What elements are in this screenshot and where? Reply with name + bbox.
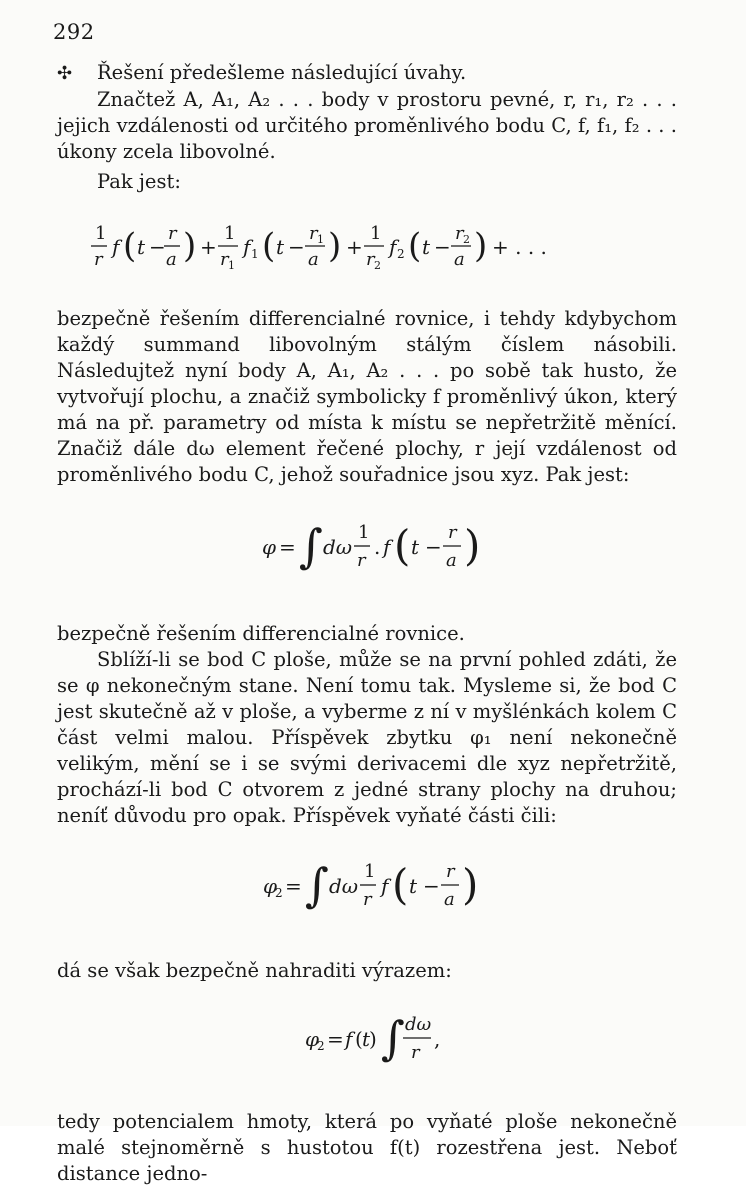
svg-text:+ . . .: + . . .: [492, 235, 547, 259]
svg-text:(: (: [123, 226, 137, 266]
svg-text:1: 1: [370, 223, 382, 244]
svg-text:−: −: [149, 235, 166, 259]
svg-text:): ): [369, 1027, 377, 1051]
svg-text:t: t: [409, 874, 418, 898]
page-number: 292: [53, 20, 95, 44]
svg-text:t: t: [276, 235, 285, 259]
svg-text:r: r: [448, 522, 457, 543]
svg-text:1: 1: [251, 247, 259, 261]
svg-text:f: f: [345, 1027, 353, 1051]
equation-phi2-integral: [57, 847, 677, 932]
svg-text:r: r: [363, 889, 372, 910]
svg-text:2: 2: [397, 247, 405, 261]
svg-text:=: =: [285, 874, 302, 898]
svg-text:): ): [462, 860, 479, 909]
svg-text:r: r: [168, 223, 177, 244]
svg-text:a: a: [308, 249, 319, 270]
svg-text:f: f: [389, 235, 397, 259]
after-eq2-paragraph: bezpečně řešením differencialné rovnice.: [57, 622, 465, 645]
final-paragraph: tedy potencialem hmoty, která po vyňaté ploše nekonečně malé stejnoměrně s hustotou f(t) rozestřena jest. Neboť distance jedno-: [57, 1110, 677, 1185]
svg-text:r: r: [366, 249, 375, 270]
svg-text:1: 1: [364, 861, 376, 882]
svg-text:φ: φ: [305, 1027, 320, 1051]
svg-text:−: −: [434, 235, 451, 259]
svg-text:2: 2: [317, 1039, 325, 1053]
svg-text:f: f: [383, 535, 391, 559]
equation-sum: [57, 219, 677, 284]
svg-text:r: r: [220, 249, 229, 270]
svg-text:(: (: [392, 860, 409, 909]
svg-text:r: r: [455, 223, 464, 244]
svg-text:φ: φ: [263, 874, 278, 898]
svg-text:): ): [464, 521, 481, 570]
svg-text:1: 1: [95, 223, 107, 244]
svg-text:(: (: [394, 521, 411, 570]
svg-text:t: t: [422, 235, 431, 259]
svg-text:2: 2: [275, 886, 283, 900]
svg-text:f: f: [243, 235, 251, 259]
svg-text:dω: dω: [405, 1014, 432, 1035]
svg-text:=: =: [327, 1027, 344, 1051]
replace-paragraph: dá se však bezpečně nahraditi výrazem:: [57, 959, 452, 982]
svg-text:dω: dω: [323, 535, 353, 559]
svg-text:dω: dω: [329, 874, 359, 898]
equation-phi2-approx-svg: [67, 1000, 667, 1078]
svg-text:−: −: [425, 535, 442, 559]
svg-text:,: ,: [434, 1027, 441, 1051]
svg-text:−: −: [423, 874, 440, 898]
equation-phi: [57, 508, 677, 595]
svg-text:a: a: [166, 249, 177, 270]
equation-phi2-integral-svg: [67, 847, 667, 925]
intro-paragraph: [57, 60, 677, 87]
svg-text:r: r: [309, 223, 318, 244]
svg-text:a: a: [454, 249, 465, 270]
svg-text:∫: ∫: [305, 858, 329, 912]
svg-text:.: .: [374, 535, 381, 559]
svg-text:(: (: [262, 226, 276, 266]
svg-text:r: r: [357, 550, 366, 571]
svg-text:): ): [183, 226, 197, 266]
svg-text:t: t: [411, 535, 420, 559]
svg-text:+: +: [346, 235, 363, 259]
svg-text:1: 1: [358, 522, 370, 543]
svg-text:2: 2: [374, 259, 381, 272]
svg-text:2: 2: [463, 233, 470, 246]
svg-text:f: f: [381, 874, 389, 898]
after-eq1-paragraph: bezpečně řešením differencialné rovnice, i tehdy kdybychom každý summand libovolným stálým číslem násobili. Následujtež nyní body A, A₁, A₂ . . . po sobě tak husto, že vytvořují plochu, a značiž symbolicky f proměnlivý úkon, který má na př. parametry od místa k místu se nepřetržitě měnící. Značiž dále dω element řečené plochy, r její vzdálenost od proměnlivého bodu C, jehož souřadnice jsou xyz. Pak jest:: [57, 307, 677, 486]
equation-phi-svg: [67, 508, 667, 588]
svg-text:): ): [474, 226, 488, 266]
svg-text:f: f: [112, 235, 120, 259]
svg-text:1: 1: [317, 233, 324, 246]
svg-text:a: a: [446, 550, 457, 571]
equation-phi2-approx: [57, 1000, 677, 1085]
svg-text:t: t: [137, 235, 146, 259]
svg-text:(: (: [408, 226, 422, 266]
svg-text:1: 1: [228, 259, 235, 272]
svg-text:a: a: [444, 889, 455, 910]
svg-text:1: 1: [224, 223, 236, 244]
svg-text:r: r: [446, 861, 455, 882]
svg-text:φ: φ: [262, 535, 277, 559]
svg-text:(: (: [355, 1027, 363, 1051]
svg-text:∫: ∫: [381, 1011, 405, 1065]
svg-text:t: t: [362, 1027, 371, 1051]
svg-text:r: r: [411, 1042, 420, 1063]
svg-text:+: +: [200, 235, 217, 259]
page-body: [57, 60, 677, 1187]
svg-text:∫: ∫: [299, 519, 323, 573]
svg-text:): ): [328, 226, 342, 266]
pak-jest-1: Pak jest:: [97, 170, 181, 193]
svg-text:−: −: [288, 235, 305, 259]
intro-text: Řešení předešleme následující úvahy.: [97, 61, 467, 84]
svg-text:r: r: [94, 249, 103, 270]
margin-mark-icon: ✣: [57, 63, 73, 84]
equation-sum-svg: [67, 219, 667, 277]
definition-paragraph: Značtež A, A₁, A₂ . . . body v prostoru pevné, r, r₁, r₂ . . . jejich vzdálenosti od určitého proměnlivého bodu C, f, f₁, f₂ . . . úkony zcela libovolné.: [57, 88, 677, 163]
approach-paragraph: Sblíží-li se bod C ploše, může se na první pohled zdáti, že se φ nekonečným stane. Není tomu tak. Mysleme si, že bod C jest skutečně až v ploše, a vyberme z ní v myšlénkách kolem C část velmi malou. Příspěvek zbytku φ₁ není nekonečně velikým, mění se i se svými derivacemi dle xyz nepřetržitě, prochází-li bod C otvorem z jedné strany plochy na druhou; neníť důvodu pro opak. Příspěvek vyňaté části čili:: [57, 648, 677, 827]
svg-text:=: =: [279, 535, 296, 559]
